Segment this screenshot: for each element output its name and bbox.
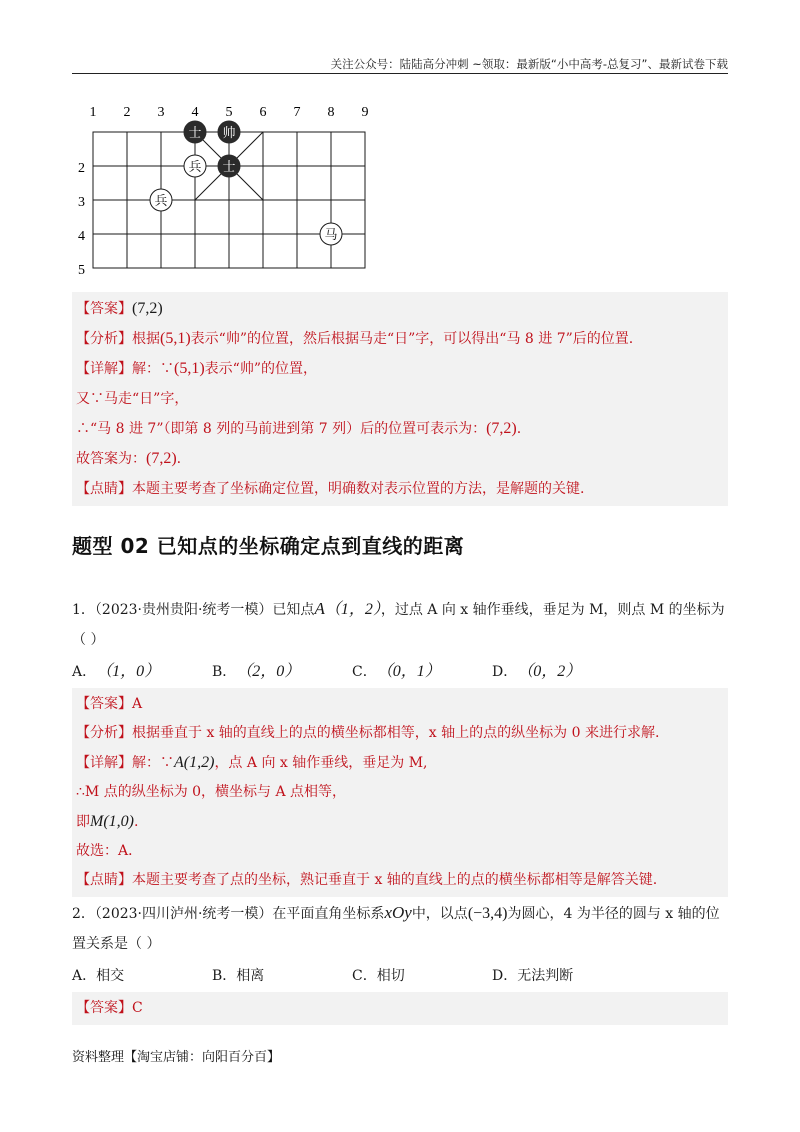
- board-grid: [93, 132, 365, 268]
- detail-line-3: [76, 414, 724, 444]
- question-text: 为圆心，4 为半径的圆与 x 轴的位: [507, 906, 720, 922]
- option-value: 相切: [376, 968, 405, 984]
- section-title: 题型 02 已知点的坐标确定点到直线的距离: [72, 534, 465, 558]
- row-label: 2: [78, 161, 85, 176]
- option-c[interactable]: [352, 962, 405, 990]
- comment-tag: 【点睛】: [76, 872, 132, 888]
- question-text: 2．（2023·四川泸州·统考一模）在平面直角坐标系: [72, 906, 385, 922]
- detail-line: [76, 748, 724, 778]
- question-text: 中，以点: [411, 906, 468, 922]
- col-label: 1: [89, 105, 97, 120]
- answer-line: [76, 994, 724, 1023]
- option-value: 相交: [96, 968, 125, 984]
- analysis-tag: 【分析】: [76, 725, 132, 741]
- option-c[interactable]: [352, 658, 441, 686]
- option-value: 相离: [236, 968, 265, 984]
- detail-tag: 【详解】: [76, 361, 132, 377]
- piece-shi-black-2: [218, 155, 240, 177]
- option-letter: B．: [212, 968, 237, 984]
- detail-text: .: [176, 451, 182, 467]
- option-letter: D．: [492, 968, 518, 984]
- row-label: 5: [78, 263, 85, 278]
- detail-text: ，点 A 向 x 轴作垂线，垂足为 M,: [214, 755, 428, 771]
- detail-text: .: [133, 814, 139, 830]
- option-d[interactable]: [492, 658, 581, 686]
- question-symbol: xOy: [384, 903, 412, 922]
- header-rule: [72, 73, 728, 74]
- page-header: 关注公众号：陆陆高分冲刺 ~领取：最新版“小中高考-总复习”、最新试卷下载: [330, 57, 728, 71]
- svg-text:士: 士: [222, 160, 236, 175]
- answer-tag: 【答案】: [76, 1000, 132, 1016]
- chess-board-figure: [76, 96, 386, 286]
- analysis-text: 根据垂直于 x 轴的直线上的点的横坐标都相等，x 轴上的点的纵坐标为 0 来进行求解.: [132, 725, 660, 741]
- piece-shuai: [218, 121, 240, 143]
- question-2-stem: [72, 898, 728, 929]
- analysis-value: (5,1): [160, 330, 191, 347]
- answer-value: C: [132, 1000, 143, 1016]
- row-label: 3: [78, 195, 85, 210]
- col-label: 9: [361, 105, 369, 120]
- answer-block-q2: [72, 992, 728, 1025]
- piece-bing-1: [184, 155, 206, 177]
- detail-value: M(1,0): [90, 813, 134, 830]
- detail-line-2: 又∵马走“日”字，: [76, 391, 189, 407]
- row-label: 4: [78, 229, 85, 244]
- option-value: （1，0）: [104, 663, 161, 680]
- detail-text: 即: [76, 814, 90, 830]
- detail-value: (7,2): [146, 450, 177, 467]
- comment-line: [76, 866, 724, 895]
- detail-text: 解：∵: [132, 755, 174, 771]
- detail-tag: 【详解】: [76, 755, 132, 771]
- option-a[interactable]: [72, 962, 124, 990]
- answer-block-q1: [72, 688, 728, 897]
- col-label: 5: [225, 105, 233, 120]
- detail-value: (7,2): [486, 420, 517, 437]
- comment-line: [76, 474, 724, 504]
- detail-line-3: [76, 807, 724, 837]
- analysis-line: [76, 719, 724, 748]
- option-value: （2，0）: [244, 663, 301, 680]
- col-label: 7: [293, 105, 301, 120]
- svg-text:兵: 兵: [154, 194, 168, 209]
- piece-shi-black-1: [184, 121, 206, 143]
- col-label: 4: [191, 105, 199, 120]
- detail-text: 故答案为：: [76, 451, 146, 467]
- detail-text: 解：∵: [132, 361, 174, 377]
- option-b[interactable]: [212, 962, 264, 990]
- page-footer: 资料整理【淘宝店铺：向阳百分百】: [72, 1050, 281, 1065]
- option-letter: A．: [72, 968, 97, 984]
- svg-text:帅: 帅: [222, 126, 236, 141]
- option-value: 无法判断: [517, 968, 574, 984]
- option-letter: D．: [492, 664, 518, 680]
- detail-text: ∴“马 8 进 7”（即第 8 列的马前进到第 7 列）后的位置可表示为：: [76, 421, 487, 437]
- detail-line-4: 故选：A．: [76, 843, 143, 859]
- detail-line-4: [76, 444, 724, 474]
- piece-bing-2: [150, 189, 172, 211]
- svg-text:兵: 兵: [188, 160, 202, 175]
- option-b[interactable]: [212, 658, 300, 686]
- question-1-stem: [72, 594, 728, 625]
- question-text: ，过点 A 向 x 轴作垂线，垂足为 M，则点 M 的坐标为: [380, 602, 725, 618]
- question-coord: (−3,4): [467, 905, 508, 922]
- option-a[interactable]: [72, 658, 160, 686]
- col-label: 8: [327, 105, 335, 120]
- question-1-stem-line2: （ ）: [72, 632, 105, 648]
- answer-tag: 【答案】: [76, 301, 132, 317]
- option-letter: C．: [352, 664, 377, 680]
- answer-value: A: [132, 696, 143, 712]
- option-value: （0，2）: [525, 663, 582, 680]
- svg-text:马: 马: [324, 228, 338, 243]
- comment-tag: 【点睛】: [76, 481, 132, 497]
- answer-tag: 【答案】: [76, 696, 132, 712]
- analysis-text: 根据: [132, 331, 160, 347]
- detail-value: (5,1): [174, 360, 205, 377]
- chess-board-svg: [76, 96, 386, 286]
- answer-value: (7,2): [132, 300, 163, 317]
- svg-text:士: 士: [188, 126, 202, 141]
- option-d[interactable]: [492, 962, 573, 990]
- answer-block-q0: [72, 292, 728, 506]
- question-2-options: [72, 962, 728, 990]
- col-label: 2: [123, 105, 131, 120]
- question-1-options: [72, 658, 728, 686]
- option-letter: B．: [212, 664, 237, 680]
- question-coord: （1，2）: [324, 601, 381, 618]
- detail-text: .: [516, 421, 522, 437]
- analysis-text: 表示“帅”的位置，然后根据马走“日”字，可以得出“马 8 进 7”后的位置.: [190, 331, 634, 347]
- detail-line-2: ∴M 点的纵坐标为 0，横坐标与 A 点相等，: [76, 784, 347, 800]
- piece-ma: [320, 223, 342, 245]
- option-letter: A．: [72, 664, 97, 680]
- analysis-line: [76, 324, 724, 354]
- comment-text: 本题主要考查了坐标确定位置，明确数对表示位置的方法，是解题的关键.: [132, 481, 585, 497]
- option-letter: C．: [352, 968, 377, 984]
- comment-text: 本题主要考查了点的坐标，熟记垂直于 x 轴的直线上的点的横坐标都相等是解答关键.: [132, 872, 658, 888]
- detail-text: 表示“帅”的位置，: [204, 361, 317, 377]
- question-point: A: [314, 599, 325, 618]
- detail-value: A(1,2): [174, 754, 215, 771]
- col-label: 3: [157, 105, 165, 120]
- answer-line: [76, 294, 724, 324]
- answer-line: [76, 690, 724, 719]
- col-label: 6: [259, 105, 267, 120]
- question-text: 1．（2023·贵州贵阳·统考一模）已知点: [72, 602, 315, 618]
- analysis-tag: 【分析】: [76, 331, 132, 347]
- option-value: （0，1）: [384, 663, 441, 680]
- question-2-stem-line2: 置关系是（ ）: [72, 936, 161, 952]
- detail-line: [76, 354, 724, 384]
